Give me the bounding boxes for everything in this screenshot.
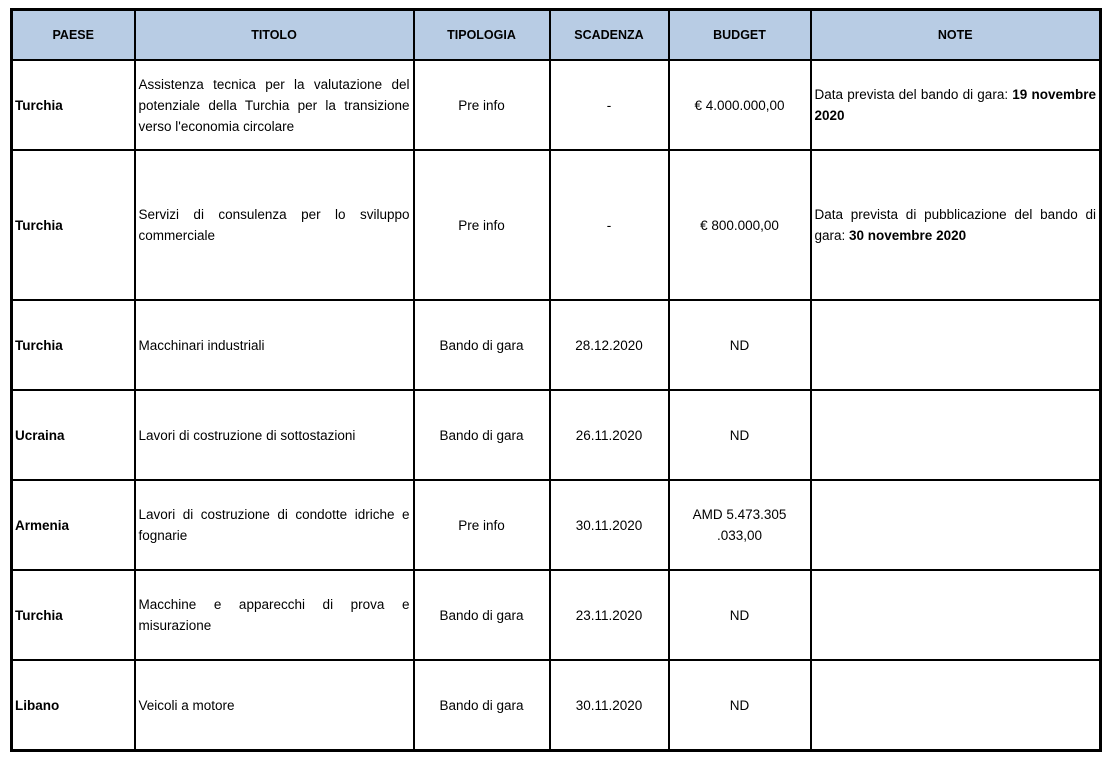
cell-paese: Libano [12,660,135,751]
table-row [12,480,1101,570]
cell-tipologia: Bando di gara [414,660,550,751]
table-row [12,660,1101,751]
cell-titolo: Assistenza tecnica per la valutazione del potenziale della Turchia per la transizione verso l'economia circolare [135,60,414,150]
header-note: NOTE [811,10,1101,61]
cell-scadenza: - [550,60,669,150]
note-text: Data prevista di pubblicazione del bando di gara: [814,207,1096,243]
cell-budget [669,480,811,570]
cell-titolo: Servizi di consulenza per lo sviluppo commerciale [135,150,414,300]
cell-paese: Turchia [12,150,135,300]
note-text: Data prevista del bando di gara: [814,87,1013,102]
cell-note [811,300,1101,390]
cell-budget: € 800.000,00 [669,150,811,300]
cell-tipologia: Bando di gara [414,570,550,660]
cell-budget: € 4.000.000,00 [669,60,811,150]
cell-titolo: Lavori di costruzione di condotte idriche e fognarie [135,480,414,570]
table-row [12,390,1101,480]
cell-scadenza: 26.11.2020 [550,390,669,480]
table-row [12,150,1101,300]
cell-titolo: Lavori di costruzione di sottostazioni [135,390,414,480]
header-paese: PAESE [12,10,135,61]
cell-paese: Turchia [12,300,135,390]
cell-note [811,480,1101,570]
cell-tipologia: Pre info [414,480,550,570]
header-budget: BUDGET [669,10,811,61]
cell-scadenza: 30.11.2020 [550,480,669,570]
cell-titolo: Macchine e apparecchi di prova e misurazione [135,570,414,660]
cell-paese: Turchia [12,60,135,150]
cell-tipologia: Pre info [414,60,550,150]
header-row [12,10,1101,61]
cell-scadenza: 23.11.2020 [550,570,669,660]
budget-line-2: .033,00 [716,528,763,543]
cell-note [811,150,1101,300]
table-row [12,570,1101,660]
table-row [12,60,1101,150]
note-date: 30 novembre 2020 [849,228,967,243]
cell-paese: Armenia [12,480,135,570]
cell-scadenza: - [550,150,669,300]
cell-scadenza: 30.11.2020 [550,660,669,751]
note-date: 19 novembre 2020 [814,87,1096,123]
cell-note [811,660,1101,751]
cell-budget: ND [669,300,811,390]
budget-line-1: AMD 5.473.305 [692,507,787,522]
cell-tipologia: Bando di gara [414,300,550,390]
cell-tipologia: Bando di gara [414,390,550,480]
table-row [12,300,1101,390]
cell-titolo: Veicoli a motore [135,660,414,751]
cell-titolo: Macchinari industriali [135,300,414,390]
cell-tipologia: Pre info [414,150,550,300]
tenders-table [10,8,1102,752]
cell-paese: Ucraina [12,390,135,480]
cell-note [811,390,1101,480]
cell-note [811,60,1101,150]
header-titolo: TITOLO [135,10,414,61]
cell-paese: Turchia [12,570,135,660]
cell-scadenza: 28.12.2020 [550,300,669,390]
cell-budget: ND [669,570,811,660]
header-scadenza: SCADENZA [550,10,669,61]
cell-budget: ND [669,660,811,751]
header-tipologia: TIPOLOGIA [414,10,550,61]
cell-budget: ND [669,390,811,480]
cell-note [811,570,1101,660]
